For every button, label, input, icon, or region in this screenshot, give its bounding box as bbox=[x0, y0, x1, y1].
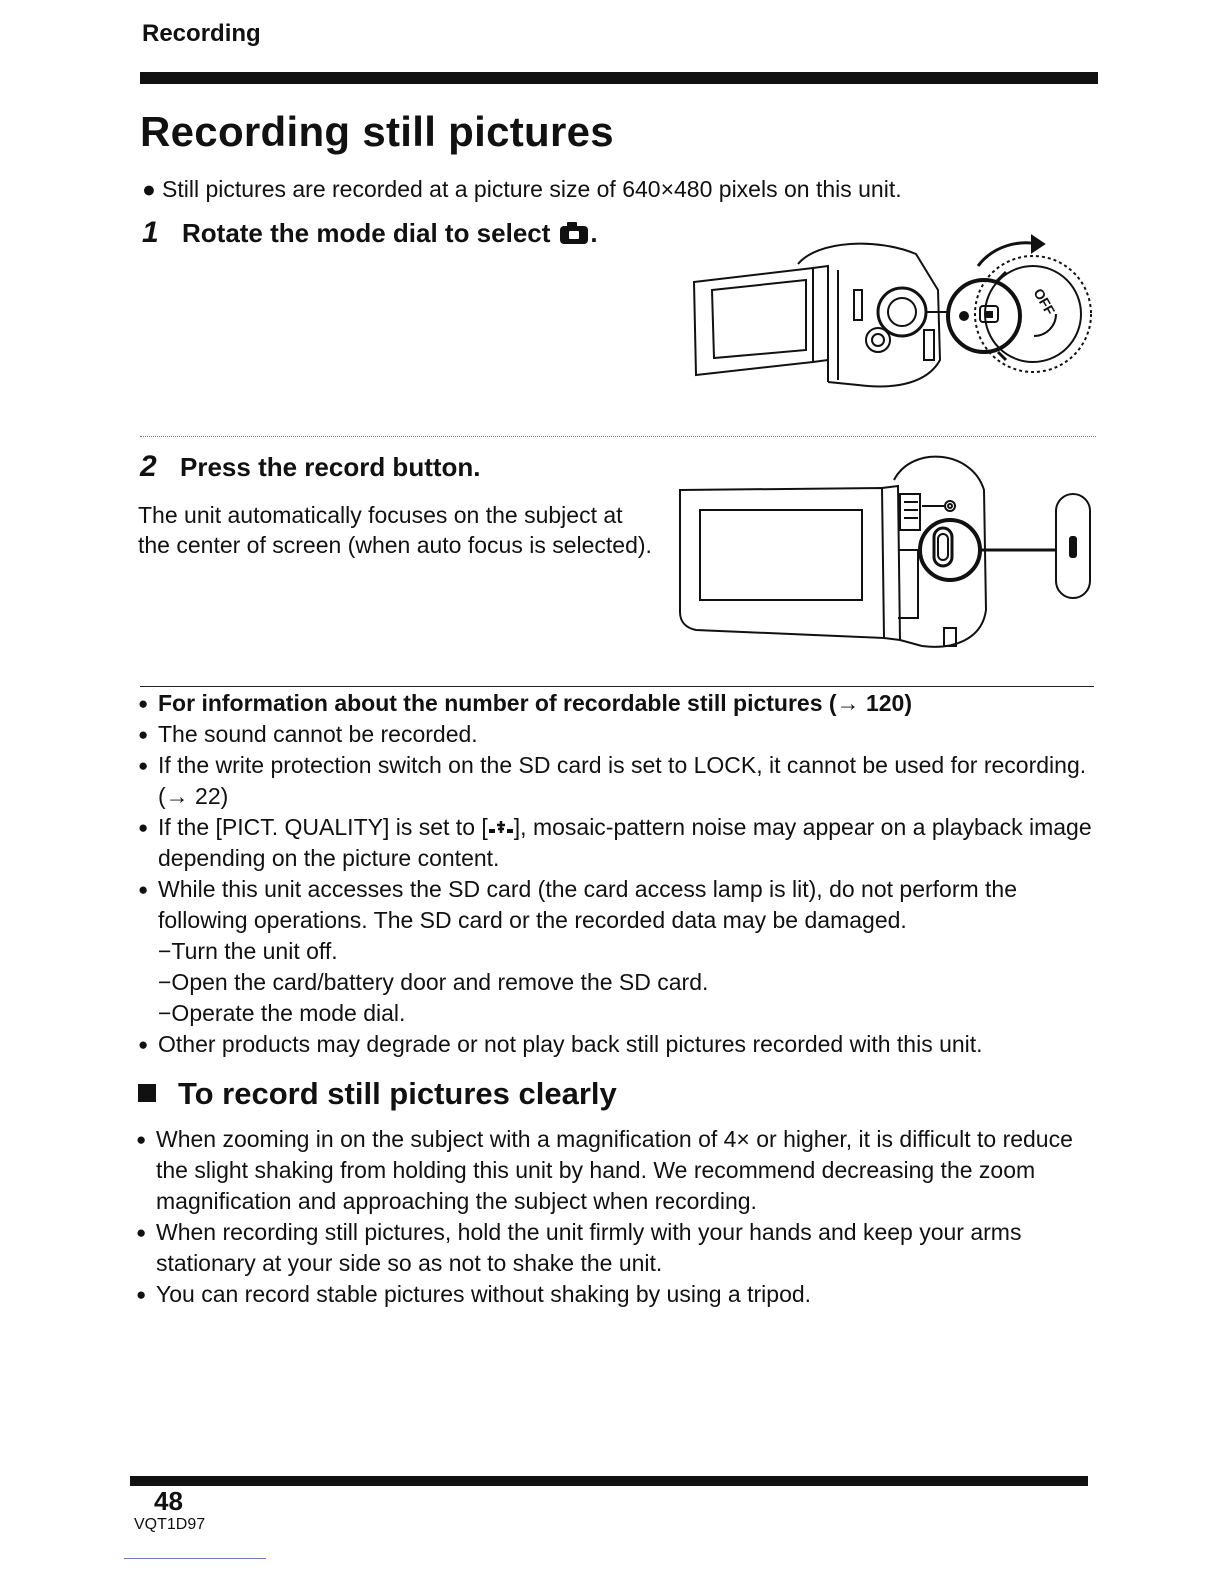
camera-mode-icon bbox=[558, 220, 590, 253]
picture-quality-icon bbox=[488, 814, 514, 840]
dial-off-label: OFF bbox=[1030, 285, 1059, 318]
list-sub-item: −Turn the unit off. bbox=[158, 938, 338, 964]
footer-rule bbox=[130, 1476, 1088, 1486]
step-number: 2 bbox=[140, 450, 157, 483]
step-number: 1 bbox=[142, 216, 159, 249]
list-item: ● Other products may degrade or not play back still pictures recorded with this unit. bbox=[138, 1029, 1098, 1060]
subsection-title: To record still pictures clearly bbox=[178, 1076, 617, 1111]
subsection-heading bbox=[138, 1076, 617, 1112]
list-item: ● When recording still pictures, hold the unit firmly with your hands and keep your arms stationary at your side so as not to shake the unit. bbox=[136, 1217, 1096, 1279]
list-sub-item: −Open the card/battery door and remove the SD card. bbox=[158, 969, 709, 995]
step-divider bbox=[140, 436, 1096, 437]
header-rule bbox=[140, 72, 1098, 84]
step-2 bbox=[140, 450, 481, 484]
list-item: ● If the write protection switch on the SD card is set to LOCK, it cannot be used for recording. (→ 22) bbox=[138, 750, 1098, 812]
mode-dial-illustration bbox=[688, 230, 1098, 405]
step-1 bbox=[142, 216, 598, 253]
step-suffix: . bbox=[590, 218, 598, 248]
step-text: Press the record button. bbox=[180, 452, 481, 482]
list-item bbox=[138, 812, 1098, 874]
list-item: ● When zooming in on the subject with a magnification of 4× or higher, it is difficult to reduce the slight shaking from holding this unit by hand. We recommend decreasing the zoom magnification and approaching the subject when recording. bbox=[136, 1124, 1096, 1217]
step-text: Rotate the mode dial to select bbox=[182, 218, 551, 248]
bullet-icon: ● bbox=[142, 176, 156, 202]
list-item: ● You can record stable pictures without shaking by using a tripod. bbox=[136, 1279, 1096, 1310]
note-text-part: If the [PICT. QUALITY] is set to [ bbox=[158, 814, 488, 840]
record-button-figure bbox=[672, 450, 1102, 655]
footer-underline bbox=[124, 1558, 266, 1559]
record-button-illustration bbox=[672, 450, 1102, 660]
intro-text: Still pictures are recorded at a picture size of 640×480 pixels on this unit. bbox=[162, 176, 902, 202]
section-divider bbox=[140, 686, 1094, 687]
intro-note bbox=[142, 174, 1102, 204]
note-text-part: ], mosaic-pattern noise may appear on a playback image depending on the picture content. bbox=[158, 814, 1092, 871]
camcorder-dial-figure bbox=[688, 230, 1098, 400]
step-2-description: The unit automatically focuses on the subject at the center of screen (when auto focus is selected). bbox=[138, 502, 652, 558]
list-item: ● While this unit accesses the SD card (the card access lamp is lit), do not perform the following operations. The SD card or the recorded data may be damaged. bbox=[138, 874, 1098, 936]
list-item: ● The sound cannot be recorded. bbox=[138, 719, 1098, 750]
square-bullet-icon bbox=[138, 1084, 156, 1102]
notes-list bbox=[138, 688, 1098, 1060]
list-sub-item: −Operate the mode dial. bbox=[158, 1000, 406, 1026]
page-title: Recording still pictures bbox=[140, 108, 614, 155]
tips-list bbox=[136, 1124, 1096, 1310]
page-number: 48 bbox=[154, 1486, 183, 1516]
section-label: Recording bbox=[142, 20, 261, 47]
document-code: VQT1D97 bbox=[134, 1516, 206, 1533]
list-item: ● For information about the number of recordable still pictures (→ 120) bbox=[138, 688, 1098, 719]
